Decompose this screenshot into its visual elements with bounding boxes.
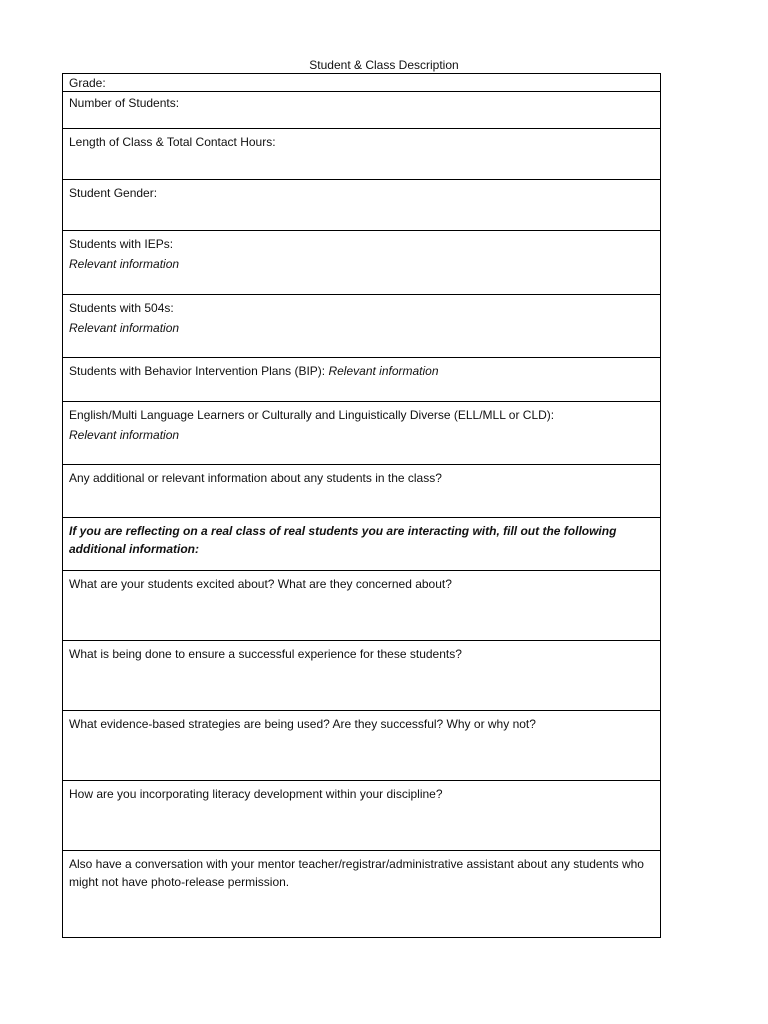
successful-experience-row[interactable] [63,641,660,711]
students-bip-row[interactable] [63,358,660,402]
students-bip-label: Students with Behavior Intervention Plans (BIP): [69,364,329,378]
students-ieps-note: Relevant information [69,257,180,271]
document-title: Student & Class Description [309,58,459,72]
ell-note: Relevant information [69,428,180,442]
student-gender-label: Student Gender: [69,186,158,200]
grade-label: Grade: [69,76,106,90]
students-504s-label: Students with 504s: [69,301,174,315]
mentor-conversation-label: Also have a conversation with your mentor teacher/registrar/administrative assistant about any students who might not have photo-release permission. [69,857,644,889]
additional-info-label: Any additional or relevant information about any students in the class? [69,471,442,485]
literacy-row[interactable] [63,781,660,851]
literacy-label: How are you incorporating literacy development within your discipline? [69,787,443,801]
class-length-row[interactable] [63,129,660,180]
mentor-conversation-row[interactable] [63,851,660,938]
successful-experience-label: What is being done to ensure a successful experience for these students? [69,647,462,661]
strategies-label: What evidence-based strategies are being used? Are they successful? Why or why not? [69,717,536,731]
excited-concerned-row[interactable] [63,571,660,641]
excited-concerned-label: What are your students excited about? What are they concerned about? [69,577,452,591]
ell-row[interactable] [63,402,660,465]
students-504s-row[interactable] [63,295,660,358]
number-of-students-row[interactable] [63,92,660,129]
additional-info-row[interactable] [63,465,660,518]
ell-label: English/Multi Language Learners or Culturally and Linguistically Diverse (ELL/MLL or CLD): [69,408,555,422]
student-gender-row[interactable] [63,180,660,231]
student-class-form [62,73,661,938]
students-bip-note: Relevant information [328,364,439,378]
students-504s-note: Relevant information [69,321,180,335]
reflecting-row [63,518,660,571]
students-ieps-label: Students with IEPs: [69,237,174,251]
students-ieps-row[interactable] [63,231,660,295]
grade-row[interactable] [63,74,660,92]
number-of-students-label: Number of Students: [69,96,180,110]
strategies-row[interactable] [63,711,660,781]
reflecting-instructions: If you are reflecting on a real class of real students you are interacting with, fill out the following additional information: [69,524,617,556]
class-length-label: Length of Class & Total Contact Hours: [69,135,276,149]
